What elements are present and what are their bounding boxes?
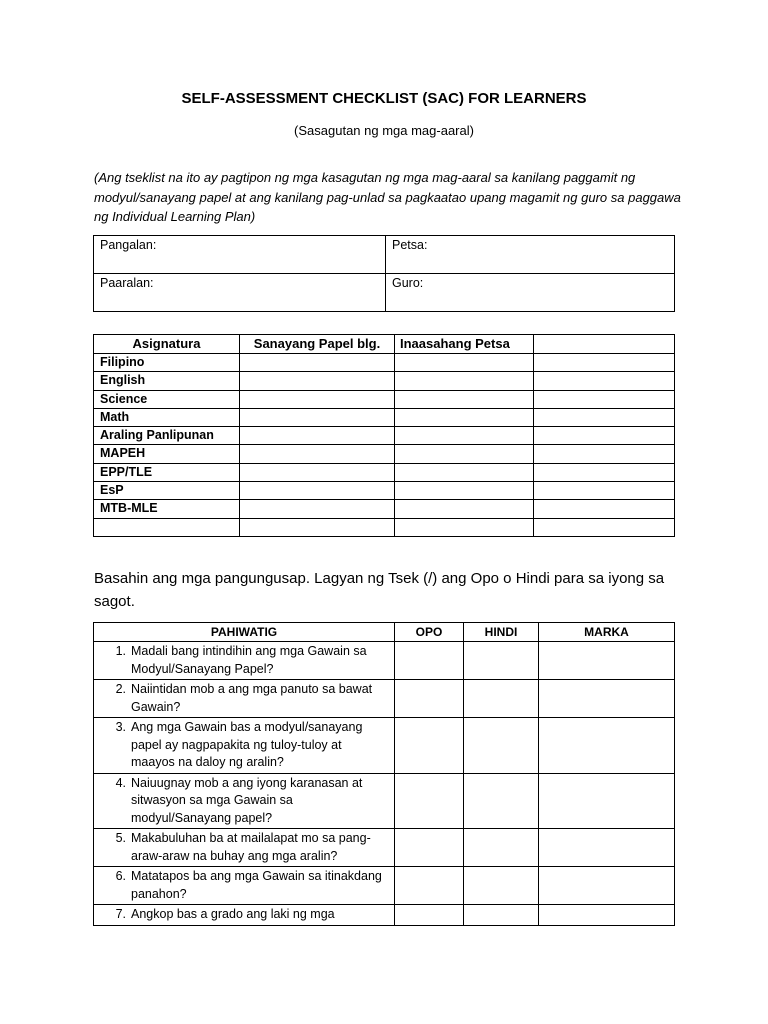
score-cell[interactable] <box>539 905 675 926</box>
subject-name: Math <box>94 408 240 426</box>
yes-cell[interactable] <box>395 718 464 774</box>
indicators-table <box>93 622 675 926</box>
date-cell[interactable] <box>395 445 534 463</box>
date-cell[interactable] <box>395 463 534 481</box>
school-label: Paaralan: <box>100 276 154 290</box>
table-row <box>94 680 675 718</box>
score-cell[interactable] <box>539 642 675 680</box>
table-row <box>94 408 675 426</box>
intro-paragraph: (Ang tseklist na ito ay pagtipon ng mga kasagutan ng mga mag-aaral sa kanilang paggamit ng modyul/sanayang papel at ang kanilang pag-unlad sa pagkaatao upang magamit ng guro sa paggawa ng Individual Learning Plan) <box>94 170 681 224</box>
indicator-number: 3. <box>115 720 126 734</box>
table-row <box>94 445 675 463</box>
yes-cell[interactable] <box>395 680 464 718</box>
date-cell[interactable] <box>395 408 534 426</box>
indicator-text: Naiuugnay mob a ang iyong karanasan at sitwasyon sa mga Gawain sa modyul/Sanayang papel? <box>131 775 363 825</box>
indicator-text: Ang mga Gawain bas a modyul/sanayang papel ay nagpapakita ng tuloy-tuloy at maayos na daloy ng aralin? <box>131 720 363 769</box>
indicator-text: Madali bang intindihin ang mga Gawain sa Modyul/Sanayang Papel? <box>131 644 367 676</box>
indicator-text: Angkop bas a grado ang laki ng mga <box>131 907 335 921</box>
subject-name: MTB-MLE <box>94 500 240 518</box>
yes-cell[interactable] <box>395 867 464 905</box>
yes-cell[interactable] <box>395 829 464 867</box>
no-cell[interactable] <box>464 773 539 829</box>
subject-name: Araling Panlipunan <box>94 427 240 445</box>
indicator-text: Makabuluhan ba at mailalapat mo sa pang-araw-araw na buhay ang mga aralin? <box>131 831 371 863</box>
date-cell[interactable] <box>395 427 534 445</box>
worksheet-cell[interactable] <box>240 372 395 390</box>
extra-header <box>534 335 675 354</box>
subject-name: EPP/TLE <box>94 463 240 481</box>
worksheet-cell[interactable] <box>240 354 395 372</box>
indicator-number: 6. <box>115 869 126 883</box>
score-cell[interactable] <box>539 867 675 905</box>
date-label: Petsa: <box>392 238 428 252</box>
score-cell[interactable] <box>539 680 675 718</box>
indicator-number: 1. <box>115 644 126 658</box>
indicator-text: Matatapos ba ang mga Gawain sa itinakdang panahon? <box>131 869 382 901</box>
score-cell[interactable] <box>539 829 675 867</box>
extra-cell[interactable] <box>534 463 675 481</box>
document-title: SELF-ASSESSMENT CHECKLIST (SAC) FOR LEARNERS <box>181 90 587 107</box>
table-row <box>94 390 675 408</box>
document-subtitle: (Sasagutan ng mga mag-aaral) <box>294 123 474 138</box>
date-cell[interactable] <box>395 500 534 518</box>
date-field[interactable] <box>386 236 675 274</box>
no-header: HINDI <box>464 623 539 642</box>
table-row <box>94 500 675 518</box>
worksheet-cell[interactable] <box>240 427 395 445</box>
table-row <box>94 829 675 867</box>
subject-name: Filipino <box>94 354 240 372</box>
extra-cell[interactable] <box>534 372 675 390</box>
score-cell[interactable] <box>539 773 675 829</box>
date-cell[interactable] <box>395 354 534 372</box>
date-cell[interactable] <box>395 372 534 390</box>
name-field[interactable] <box>94 236 386 274</box>
score-header: MARKA <box>539 623 675 642</box>
indicator-cell <box>94 867 395 905</box>
table-row <box>94 773 675 829</box>
indicator-number: 7. <box>115 907 126 921</box>
no-cell[interactable] <box>464 867 539 905</box>
indicator-number: 2. <box>115 682 126 696</box>
subject-name[interactable] <box>94 518 240 536</box>
yes-cell[interactable] <box>395 905 464 926</box>
extra-cell[interactable] <box>534 482 675 500</box>
indicator-cell <box>94 905 395 926</box>
table-row <box>94 642 675 680</box>
indicator-number: 5. <box>115 831 126 845</box>
subjects-table <box>93 334 675 537</box>
worksheet-number-header: Sanayang Papel blg. <box>240 335 395 354</box>
subject-name: MAPEH <box>94 445 240 463</box>
indicator-cell <box>94 773 395 829</box>
worksheet-cell[interactable] <box>240 500 395 518</box>
worksheet-cell[interactable] <box>240 408 395 426</box>
subject-name: EsP <box>94 482 240 500</box>
subject-name: English <box>94 372 240 390</box>
no-cell[interactable] <box>464 829 539 867</box>
no-cell[interactable] <box>464 718 539 774</box>
extra-cell[interactable] <box>534 390 675 408</box>
indicator-text: Naiintidan mob a ang mga panuto sa bawat Gawain? <box>131 682 373 714</box>
expected-date-header: Inaasahang Petsa <box>395 335 534 354</box>
name-label: Pangalan: <box>100 238 157 252</box>
indicator-header: PAHIWATIG <box>94 623 395 642</box>
table-row <box>94 905 675 926</box>
worksheet-cell[interactable] <box>240 482 395 500</box>
indicator-cell <box>94 829 395 867</box>
instruction-text: Basahin ang mga pangungusap. Lagyan ng Tsek (/) ang Opo o Hindi para sa iyong sa sagot. <box>94 570 665 610</box>
table-row <box>94 427 675 445</box>
worksheet-cell[interactable] <box>240 518 395 536</box>
extra-cell[interactable] <box>534 354 675 372</box>
indicator-cell <box>94 642 395 680</box>
worksheet-cell[interactable] <box>240 445 395 463</box>
subject-header: Asignatura <box>94 335 240 354</box>
table-row <box>94 372 675 390</box>
subject-name: Science <box>94 390 240 408</box>
extra-cell[interactable] <box>534 408 675 426</box>
yes-cell[interactable] <box>395 773 464 829</box>
score-cell[interactable] <box>539 718 675 774</box>
school-field[interactable] <box>94 274 386 312</box>
extra-cell[interactable] <box>534 445 675 463</box>
table-row <box>94 354 675 372</box>
yes-header: OPO <box>395 623 464 642</box>
indicator-cell <box>94 718 395 774</box>
table-row <box>94 482 675 500</box>
teacher-field[interactable] <box>386 274 675 312</box>
yes-cell[interactable] <box>395 642 464 680</box>
indicator-number: 4. <box>115 775 126 790</box>
no-cell[interactable] <box>464 680 539 718</box>
table-row <box>94 867 675 905</box>
extra-cell[interactable] <box>534 427 675 445</box>
no-cell[interactable] <box>464 642 539 680</box>
no-cell[interactable] <box>464 905 539 926</box>
date-cell[interactable] <box>395 390 534 408</box>
table-row <box>94 463 675 481</box>
extra-cell[interactable] <box>534 500 675 518</box>
table-row <box>94 518 675 536</box>
worksheet-cell[interactable] <box>240 390 395 408</box>
date-cell[interactable] <box>395 482 534 500</box>
teacher-label: Guro: <box>392 276 424 290</box>
extra-cell[interactable] <box>534 518 675 536</box>
table-row <box>94 718 675 774</box>
info-table <box>93 235 675 312</box>
indicator-cell <box>94 680 395 718</box>
date-cell[interactable] <box>395 518 534 536</box>
worksheet-cell[interactable] <box>240 463 395 481</box>
